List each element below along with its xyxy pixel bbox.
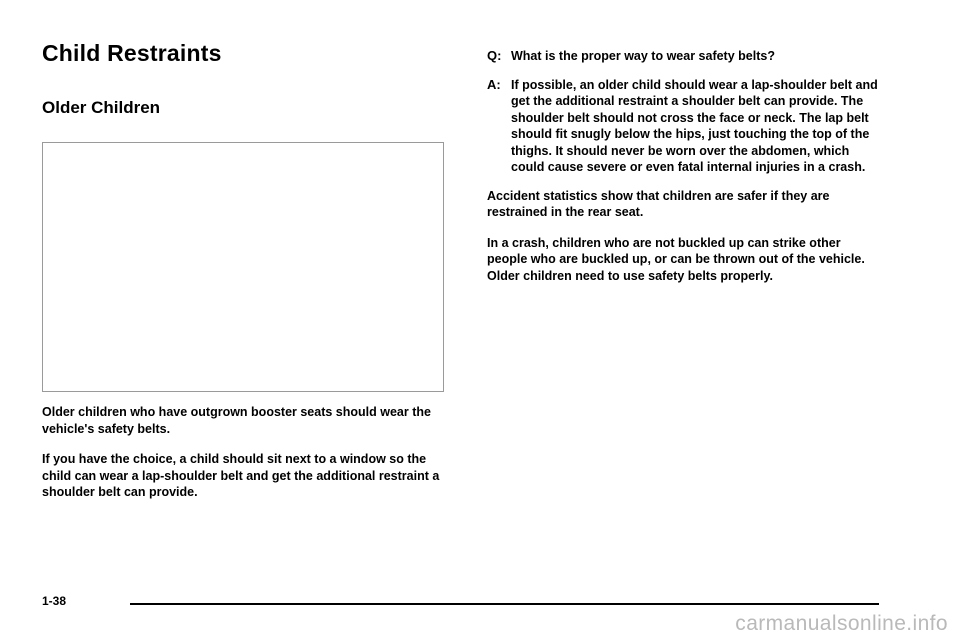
left-paragraph-1: Older children who have outgrown booster seats should wear the vehicle's safety belts. [42, 405, 431, 436]
illustration-placeholder [42, 142, 444, 392]
left-paragraph-2: If you have the choice, a child should sit next to a window so the child can wear a lap-shoulder belt and get the additional restraint a shoulder belt can provide. [42, 452, 440, 499]
right-paragraph-1: Accident statistics show that children are safer if they are restrained in the rear seat. [487, 188, 830, 219]
answer-text: If possible, an older child should wear a lap-shoulder belt and get the additional restraint a shoulder belt can provide. The shoulder belt should not cross the face or neck. The lap belt should fit snugly below the hips, just touching the top of the thighs. It should never be worn over the abdomen, which could cause severe or even fatal internal injuries in a crash. [511, 77, 878, 174]
right-column [487, 48, 879, 298]
answer-row [487, 77, 879, 176]
question-row [487, 48, 879, 65]
question-label: Q: [487, 48, 502, 63]
watermark-text: carmanualsonline.info [735, 612, 948, 635]
question-text: What is the proper way to wear safety belts? [511, 49, 775, 63]
section-heading: Older Children [42, 98, 161, 117]
right-paragraph-2: In a crash, children who are not buckled up can strike other people who are buckled up, or can be thrown out of the vehicle. Older children need to use safety belts properly. [487, 235, 865, 283]
left-column [42, 404, 442, 515]
footer-divider [130, 603, 879, 605]
page-title: Child Restraints [42, 40, 222, 66]
answer-label: A: [487, 76, 501, 92]
page-number: 1-38 [42, 594, 67, 608]
